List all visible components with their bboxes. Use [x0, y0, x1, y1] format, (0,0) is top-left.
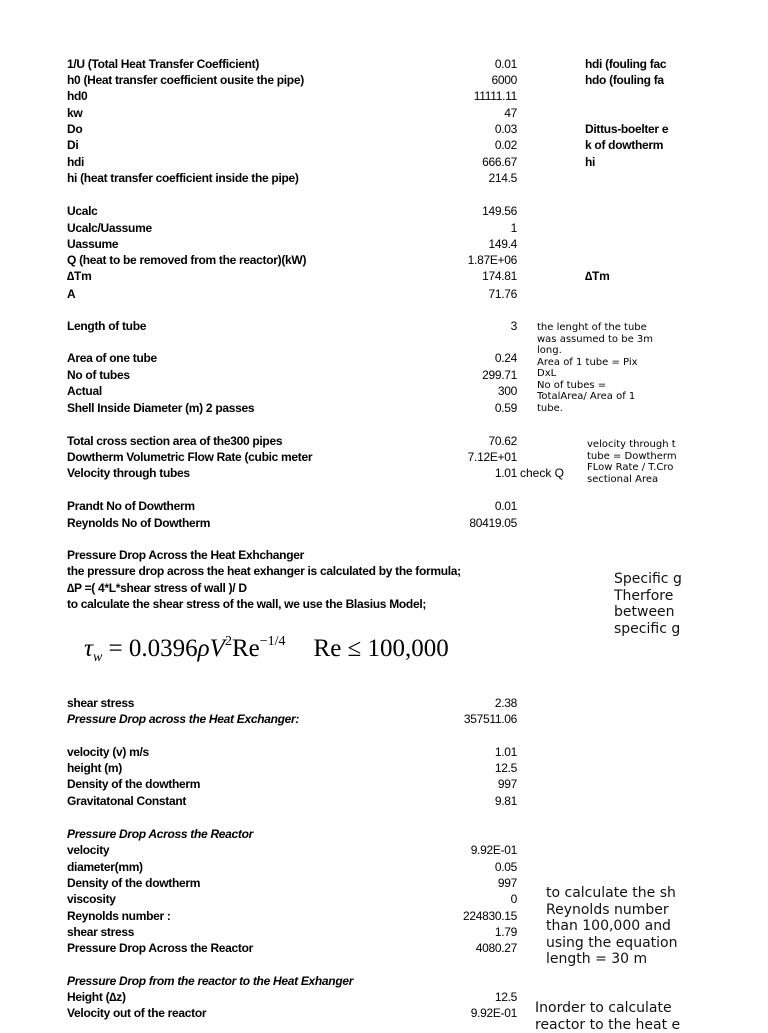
row-label: Velocity out of the reactor	[67, 1006, 207, 1020]
row-value: 149.4	[488, 237, 517, 251]
row-label: ∆Tm	[67, 269, 92, 283]
row-value: 0.01	[494, 57, 517, 71]
section-heading: Pressure Drop Across the Reactor	[67, 827, 254, 841]
right-column-label: hi	[585, 155, 596, 169]
formula-condition: Re ≤ 100,000	[313, 635, 449, 662]
row-value: 80419.05	[469, 516, 517, 530]
row-label: Total cross section area of the300 pipes	[67, 434, 283, 448]
row-value: 11111.11	[473, 89, 517, 103]
row-label: velocity	[67, 843, 110, 857]
row-label: Di	[67, 138, 79, 152]
row-value: 0.03	[494, 122, 517, 136]
row-value: 299.71	[482, 368, 517, 382]
row-label: Reynolds number :	[67, 909, 171, 923]
row-label: Height (∆z)	[67, 990, 126, 1004]
row-label: No of tubes	[67, 368, 130, 382]
tube-length-note: the lenght of the tube was assumed to be 3m long. Area of 1 tube = Pix DxL No of tubes = TotalArea/ Area of 1 tube.	[537, 322, 654, 414]
formula-exp: −1/4	[259, 634, 286, 649]
row-value: 2.38	[494, 696, 517, 710]
row-value: 4080.27	[475, 941, 517, 955]
row-label: Ucalc/Uassume	[67, 221, 152, 235]
row-label: Area of one tube	[67, 351, 157, 365]
row-label: Uassume	[67, 237, 119, 251]
row-value: 1.01	[494, 745, 517, 759]
row-value: 0.01	[494, 499, 517, 513]
row-label: Ucalc	[67, 204, 98, 218]
row-label: shear stress	[67, 925, 135, 939]
row-value: 70.62	[488, 434, 517, 448]
row-value: 1.01	[494, 466, 517, 480]
right-column-label: hdi (fouling fac	[585, 57, 667, 71]
row-value: 300	[497, 384, 517, 398]
row-value: 1.87E+06	[467, 253, 517, 267]
blasius-formula	[84, 634, 449, 666]
row-label: h0 (Heat transfer coefficient ousite the pipe)	[67, 73, 304, 87]
formula-sq: 2	[224, 634, 232, 649]
row-label: velocity (v) m/s	[67, 745, 149, 759]
check-q-label: check Q	[520, 466, 565, 480]
row-value: 997	[497, 876, 517, 890]
right-column-label: Dittus-boelter e	[585, 122, 669, 136]
row-value: 149.56	[482, 204, 517, 218]
section-heading: to calculate the shear stress of the wall, we use the Blasius Model;	[67, 597, 427, 611]
formula-w: w	[92, 650, 103, 665]
row-value: 1	[510, 221, 517, 235]
right-column-label: ∆Tm	[585, 269, 610, 283]
section-heading: Pressure Drop from the reactor to the Heat Exhanger	[67, 974, 354, 988]
row-label: Reynolds No of Dowtherm	[67, 516, 211, 530]
row-value: 0.24	[494, 351, 517, 365]
right-column-label: k of dowtherm	[585, 138, 664, 152]
row-value: 0	[510, 892, 517, 906]
row-label: height (m)	[67, 761, 122, 775]
row-label: Length of tube	[67, 319, 147, 333]
row-label: Dowtherm Volumetric Flow Rate (cubic meter	[67, 450, 313, 464]
row-value: 997	[497, 777, 517, 791]
row-label: Q (heat to be removed from the reactor)(kW)	[67, 253, 307, 267]
row-value: 9.92E-01	[470, 1006, 517, 1020]
row-value: 0.05	[494, 860, 517, 874]
row-value: 3	[510, 319, 517, 333]
row-label: Actual	[67, 384, 102, 398]
row-value: 0.59	[494, 401, 517, 415]
section-heading: ∆P =( 4*L*shear stress of wall )/ D	[67, 581, 247, 595]
section-heading: Pressure Drop Across the Heat Exhchanger	[67, 548, 304, 562]
row-label: Pressure Drop across the Heat Exchanger:	[67, 712, 300, 726]
row-label: A	[67, 287, 76, 301]
row-label: Velocity through tubes	[67, 466, 190, 480]
row-value: 9.92E-01	[470, 843, 517, 857]
inorder-note: Inorder to calculate reactor to the heat e	[535, 1000, 681, 1033]
section-heading: the pressure drop across the heat exhanger is calculated by the formula;	[67, 564, 461, 578]
row-label: Prandt No of Dowtherm	[67, 499, 195, 513]
row-value: 6000	[491, 73, 517, 87]
row-value: 224830.15	[462, 909, 517, 923]
formula-tau: τ	[84, 635, 93, 662]
row-value: 12.5	[494, 990, 517, 1004]
velocity-note: velocity through t tube = Dowtherm FLow Rate / T.Cro sectional Area	[587, 439, 677, 485]
row-label: Gravitatonal Constant	[67, 794, 187, 808]
row-label: kw	[67, 106, 83, 120]
row-value: 71.76	[488, 287, 517, 301]
row-value: 174.81	[482, 269, 517, 283]
row-value: 47	[504, 106, 517, 120]
row-label: 1/U (Total Heat Transfer Coefficient)	[67, 57, 260, 71]
row-label: Do	[67, 122, 83, 136]
row-label: hd0	[67, 89, 88, 103]
row-value: 7.12E+01	[467, 450, 517, 464]
row-value: 12.5	[494, 761, 517, 775]
specific-gravity-note: Specific g Therfore between specific g	[614, 571, 682, 637]
shear-calc-note: to calculate the sh Reynolds number than 100,000 and using the equation length = 30 m	[546, 885, 678, 967]
row-label: hdi	[67, 155, 85, 169]
row-label: Shell Inside Diameter (m) 2 passes	[67, 401, 255, 415]
row-label: shear stress	[67, 696, 135, 710]
row-value: 1.79	[494, 925, 517, 939]
row-value: 0.02	[494, 138, 517, 152]
row-label: Pressure Drop Across the Reactor	[67, 941, 254, 955]
formula-eq: = 0.0396	[102, 635, 198, 662]
row-label: hi (heat transfer coefficient inside the pipe)	[67, 171, 299, 185]
formula-re: Re	[231, 635, 260, 662]
row-label: viscosity	[67, 892, 116, 906]
row-value: 9.81	[494, 794, 517, 808]
right-column-label: hdo (fouling fa	[585, 73, 664, 87]
row-value: 666.67	[482, 155, 517, 169]
row-label: Density of the dowtherm	[67, 777, 201, 791]
row-label: diameter(mm)	[67, 860, 143, 874]
row-value: 214.5	[488, 171, 517, 185]
row-label: Density of the dowtherm	[67, 876, 201, 890]
formula-rho-v: ρV	[197, 635, 225, 662]
row-value: 357511.06	[463, 712, 517, 726]
